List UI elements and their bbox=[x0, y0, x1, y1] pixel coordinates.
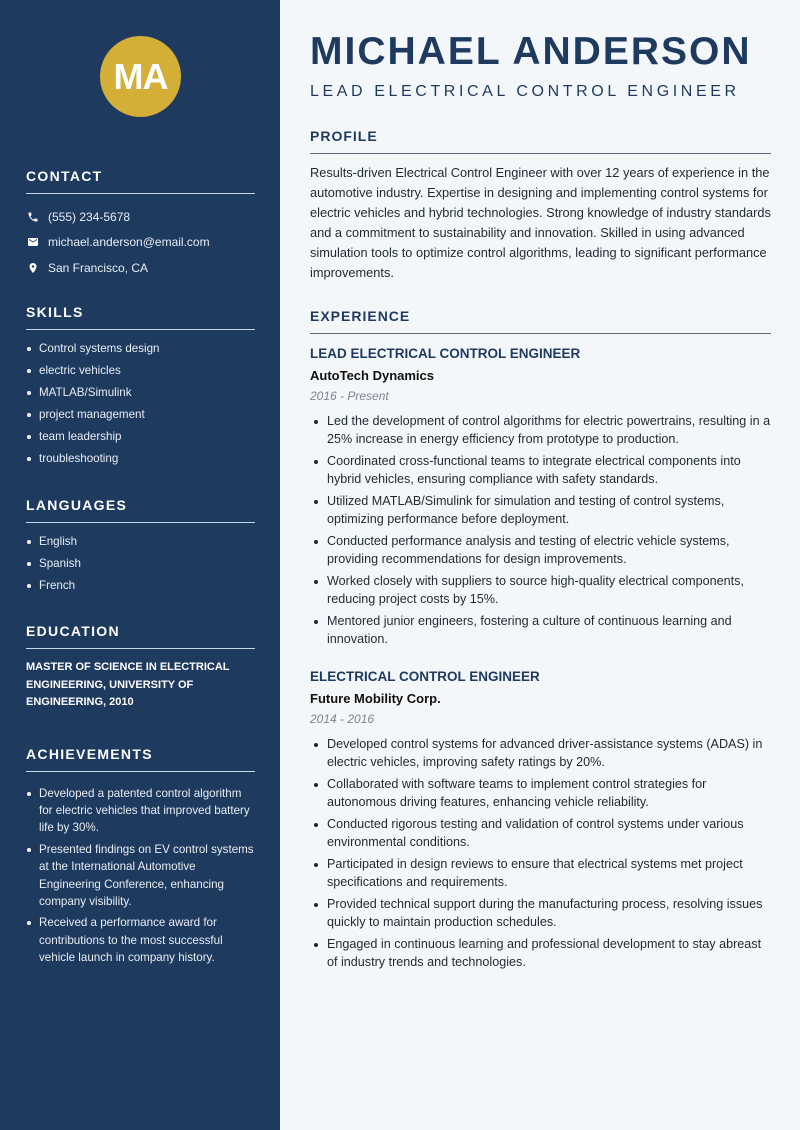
job-title: LEAD ELECTRICAL CONTROL ENGINEER bbox=[310, 346, 581, 361]
job-title: ELECTRICAL CONTROL ENGINEER bbox=[310, 669, 540, 684]
job-bullet: Mentored junior engineers, fostering a culture of continuous learning and innovation. bbox=[310, 612, 771, 648]
job-bullet: Conducted rigorous testing and validation of control systems under various environmental conditions. bbox=[310, 815, 771, 851]
section-title-skills: SKILLS bbox=[26, 304, 255, 330]
profile-summary: Results-driven Electrical Control Engineer with over 12 years of experience in the automotive industry. Expertise in designing and implementing control systems for electric vehicles and hybrid technologies. Strong knowledge of industry standards and a commitment to sustainability and innovation. Skilled in using advanced simulation tools to optimize control algorithms, leading to significant performance improvements. bbox=[310, 165, 771, 280]
avatar: MA bbox=[100, 36, 181, 117]
section-title-contact: CONTACT bbox=[26, 168, 255, 194]
contact-email bbox=[26, 230, 255, 256]
achievements-section bbox=[26, 746, 255, 971]
achievement-item: Presented findings on EV control systems at the International Automotive Engineering Conference, enhancing company visibility. bbox=[26, 841, 255, 910]
phone-text[interactable]: (555) 234-5678 bbox=[48, 209, 131, 224]
job-bullets bbox=[310, 735, 771, 971]
skill-item: MATLAB/Simulink bbox=[26, 384, 255, 401]
contact-section bbox=[26, 168, 255, 281]
section-title-languages: LANGUAGES bbox=[26, 497, 255, 523]
education-section bbox=[26, 623, 255, 712]
skills-list bbox=[26, 340, 255, 467]
job-bullet: Utilized MATLAB/Simulink for simulation and testing of control systems, optimizing performance before deployment. bbox=[310, 492, 771, 528]
email-text[interactable]: michael.anderson@email.com bbox=[48, 235, 210, 250]
language-item: Spanish bbox=[26, 555, 255, 572]
candidate-role: LEAD ELECTRICAL CONTROL ENGINEER bbox=[310, 83, 740, 100]
location-pin-icon bbox=[26, 261, 39, 274]
job-company: AutoTech Dynamics bbox=[310, 368, 435, 383]
sidebar bbox=[0, 0, 280, 1130]
job-bullet: Worked closely with suppliers to source high-quality electrical components, reducing project costs by 15%. bbox=[310, 572, 771, 608]
location-text: San Francisco, CA bbox=[48, 260, 149, 275]
section-title-experience: EXPERIENCE bbox=[310, 308, 771, 334]
skill-item: electric vehicles bbox=[26, 362, 255, 379]
job-company: Future Mobility Corp. bbox=[310, 691, 441, 706]
education-entry: MASTER OF SCIENCE IN ELECTRICAL ENGINEERING, UNIVERSITY OF ENGINEERING, 2010 bbox=[26, 661, 230, 708]
job-bullet: Developed control systems for advanced driver-assistance systems (ADAS) in electric vehicles, improving safety ratings by 20%. bbox=[310, 735, 771, 771]
section-title-education: EDUCATION bbox=[26, 623, 255, 649]
skills-section bbox=[26, 304, 255, 472]
job-bullet: Provided technical support during the manufacturing process, resolving issues quickly to maintain production schedules. bbox=[310, 895, 771, 931]
job-dates: 2014 - 2016 bbox=[310, 712, 375, 726]
job-bullet: Engaged in continuous learning and professional development to stay abreast of industry trends and technologies. bbox=[310, 935, 771, 971]
job-bullet: Conducted performance analysis and testing of electric vehicle systems, providing recommendations for design improvements. bbox=[310, 532, 771, 568]
candidate-name: MICHAEL ANDERSON bbox=[310, 30, 752, 73]
skill-item: Control systems design bbox=[26, 340, 255, 357]
languages-section bbox=[26, 497, 255, 599]
job-bullet: Led the development of control algorithms for electric powertrains, resulting in a 25% increase in energy efficiency from prototype to production. bbox=[310, 412, 771, 448]
language-item: French bbox=[26, 577, 255, 594]
job-entry bbox=[310, 346, 771, 652]
email-icon bbox=[26, 236, 39, 249]
contact-phone bbox=[26, 204, 255, 230]
achievement-item: Received a performance award for contributions to the most successful vehicle launch in company history. bbox=[26, 914, 255, 966]
languages-list bbox=[26, 533, 255, 594]
job-bullet: Collaborated with software teams to implement control strategies for autonomous driving features, enhancing vehicle reliability. bbox=[310, 775, 771, 811]
contact-location bbox=[26, 255, 255, 281]
skill-item: project management bbox=[26, 406, 255, 423]
job-bullet: Coordinated cross-functional teams to integrate electrical components into hybrid vehicles, ensuring compliance with safety standards. bbox=[310, 452, 771, 488]
section-title-achievements: ACHIEVEMENTS bbox=[26, 746, 255, 772]
job-bullet: Participated in design reviews to ensure that electrical systems met project specifications and requirements. bbox=[310, 855, 771, 891]
job-bullets bbox=[310, 412, 771, 648]
skill-item: troubleshooting bbox=[26, 450, 255, 467]
job-entry bbox=[310, 669, 771, 975]
job-dates: 2016 - Present bbox=[310, 389, 389, 403]
achievement-item: Developed a patented control algorithm for electric vehicles that improved battery life by 30%. bbox=[26, 785, 255, 837]
achievements-list bbox=[26, 785, 255, 966]
section-title-profile: PROFILE bbox=[310, 128, 771, 154]
skill-item: team leadership bbox=[26, 428, 255, 445]
phone-icon bbox=[26, 210, 39, 223]
language-item: English bbox=[26, 533, 255, 550]
